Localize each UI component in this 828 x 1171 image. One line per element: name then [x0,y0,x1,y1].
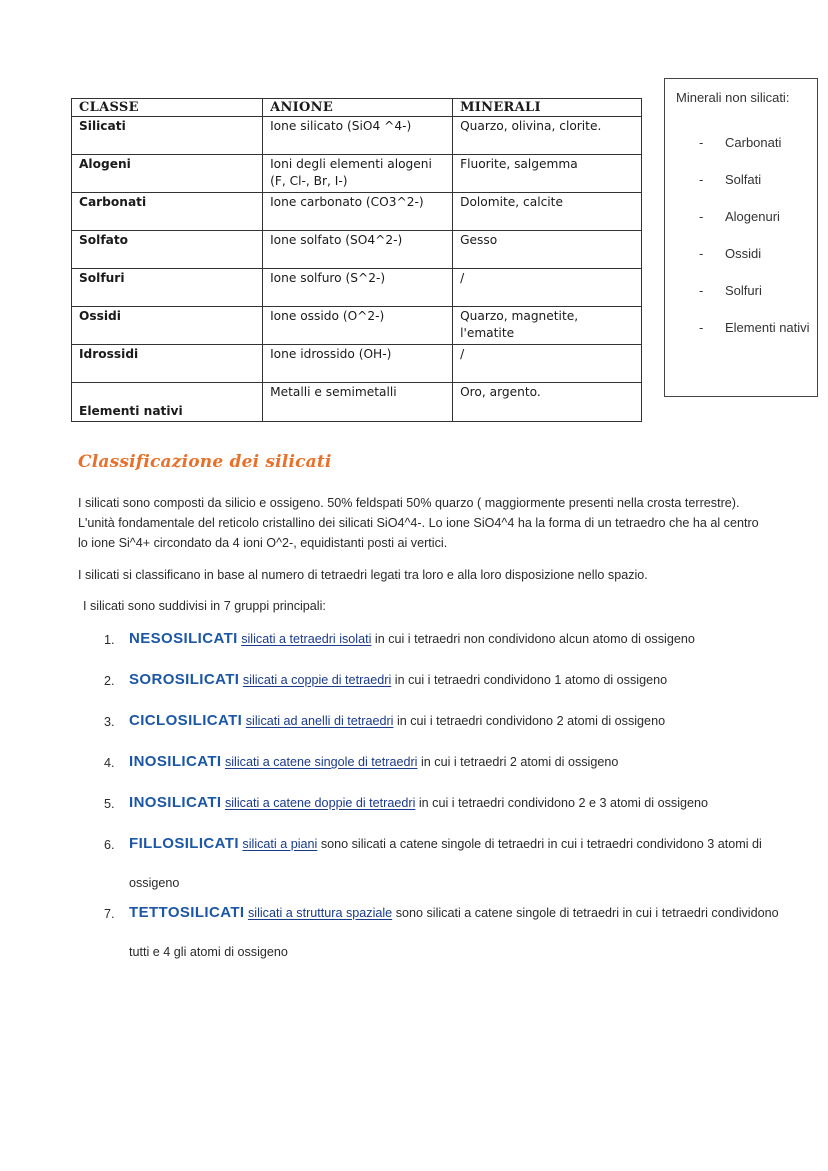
paragraph-line: lo ione Si^4+ circondato da 4 ioni O^2-, equidistanti posti ai vertici. [78,536,448,550]
cell-minerali: Quarzo, olivina, clorite. [453,117,642,155]
dash-bullet: - [699,246,704,261]
cell-anione: Ioni degli elementi alogeni (F, Cl-, Br, I-) [263,155,453,193]
header-anione: ANIONE [263,99,453,117]
non-silicate-minerals-box [664,78,818,397]
table-row [72,193,642,231]
list-item-label: Ossidi [725,246,762,261]
paragraph-line: I silicati sono composti da silicio e ossigeno. 50% feldspati 50% quarzo ( maggiormente presenti nella crosta terrestre). [78,496,740,510]
cell-minerali: Gesso [453,231,642,269]
group-detail-continuation: ossigeno [129,876,180,890]
group-description-link: silicati a coppie di tetraedri [242,673,392,687]
group-description-link: silicati a tetraedri isolati [241,632,372,646]
cell-minerali: Fluorite, salgemma [453,155,642,193]
group-detail: in cui i tetraedri condividono 1 atomo di ossigeno [394,673,668,687]
cell-classe: Silicati [72,117,263,155]
cell-minerali: Quarzo, magnetite, l'ematite [453,307,642,345]
group-detail: in cui i tetraedri condividono 2 e 3 atomi di ossigeno [418,796,709,810]
group-detail: sono silicati a catene singole di tetraedri in cui i tetraedri condividono [395,906,779,920]
paragraph-line: L'unità fondamentale del reticolo cristallino dei silicati SiO4^4-. Lo ione SiO4^4 ha la forma di un tetraedro che ha al centro [78,516,759,530]
table-row [72,231,642,269]
section-heading: Classificazione dei silicati [78,452,332,472]
table-row [72,269,642,307]
group-name: SOROSILICATI [129,671,240,688]
group-detail: sono silicati a catene singole di tetraedri in cui i tetraedri condividono 3 atomi di [320,837,762,851]
item-number: 4. [104,756,115,770]
side-box-title: Minerali non silicati: [676,90,790,105]
dash-bullet: - [699,172,704,187]
group-name: NESOSILICATI [129,630,238,647]
cell-anione: Metalli e semimetalli [263,383,453,422]
cell-classe: Solfato [72,231,263,269]
group-description-link: silicati a piani [242,837,318,851]
dash-bullet: - [699,135,704,150]
cell-anione: Ione solfato (SO4^2-) [263,231,453,269]
minerals-classification-table [71,98,642,422]
dash-bullet: - [699,283,704,298]
cell-anione: Ione idrossido (OH-) [263,345,453,383]
group-name: TETTOSILICATI [129,904,245,921]
group-description-link: silicati a struttura spaziale [247,906,393,920]
group-name: CICLOSILICATI [129,712,243,729]
group-name: FILLOSILICATI [129,835,239,852]
header-classe: CLASSE [72,99,263,117]
group-description-link: silicati a catene singole di tetraedri [224,755,418,769]
group-name: INOSILICATI [129,753,222,770]
group-detail: in cui i tetraedri 2 atomi di ossigeno [420,755,619,769]
item-number: 2. [104,674,115,688]
group-description-link: silicati a catene doppie di tetraedri [224,796,416,810]
dash-bullet: - [699,209,704,224]
group-detail: in cui i tetraedri non condividono alcun atomo di ossigeno [374,632,695,646]
cell-classe: Idrossidi [72,345,263,383]
item-number: 5. [104,797,115,811]
item-number: 1. [104,633,115,647]
table-row [72,155,642,193]
item-number: 7. [104,907,115,921]
group-description-link: silicati ad anelli di tetraedri [245,714,394,728]
table-row [72,307,642,345]
dash-bullet: - [699,320,704,335]
list-item-label: Elementi nativi [725,320,810,335]
table-row [72,383,642,422]
item-number: 6. [104,838,115,852]
group-name: INOSILICATI [129,794,222,811]
list-item-label: Carbonati [725,135,782,150]
cell-minerali: / [453,269,642,307]
groups-intro-paragraph: I silicati sono suddivisi in 7 gruppi principali: [83,599,326,613]
table-header-row [72,99,642,117]
intro-paragraph [78,493,759,553]
cell-anione: Ione solfuro (S^2-) [263,269,453,307]
table-row [72,117,642,155]
group-detail-continuation: tutti e 4 gli atomi di ossigeno [129,945,288,959]
cell-classe: Carbonati [72,193,263,231]
list-item-label: Solfati [725,172,762,187]
cell-minerali: Oro, argento. [453,383,642,422]
header-minerali: MINERALI [453,99,642,117]
cell-classe: Solfuri [72,269,263,307]
table-row [72,345,642,383]
cell-anione: Ione carbonato (CO3^2-) [263,193,453,231]
classification-paragraph: I silicati si classificano in base al numero di tetraedri legati tra loro e alla loro disposizione nello spazio. [78,568,648,582]
list-item-label: Alogenuri [725,209,780,224]
cell-minerali: / [453,345,642,383]
list-item-label: Solfuri [725,283,762,298]
group-detail: in cui i tetraedri condividono 2 atomi di ossigeno [396,714,666,728]
item-number: 3. [104,715,115,729]
cell-anione: Ione silicato (SiO4 ^4-) [263,117,453,155]
cell-classe: Alogeni [72,155,263,193]
cell-minerali: Dolomite, calcite [453,193,642,231]
cell-anione: Ione ossido (O^2-) [263,307,453,345]
cell-classe: Ossidi [72,307,263,345]
cell-classe: Elementi nativi [72,383,263,422]
